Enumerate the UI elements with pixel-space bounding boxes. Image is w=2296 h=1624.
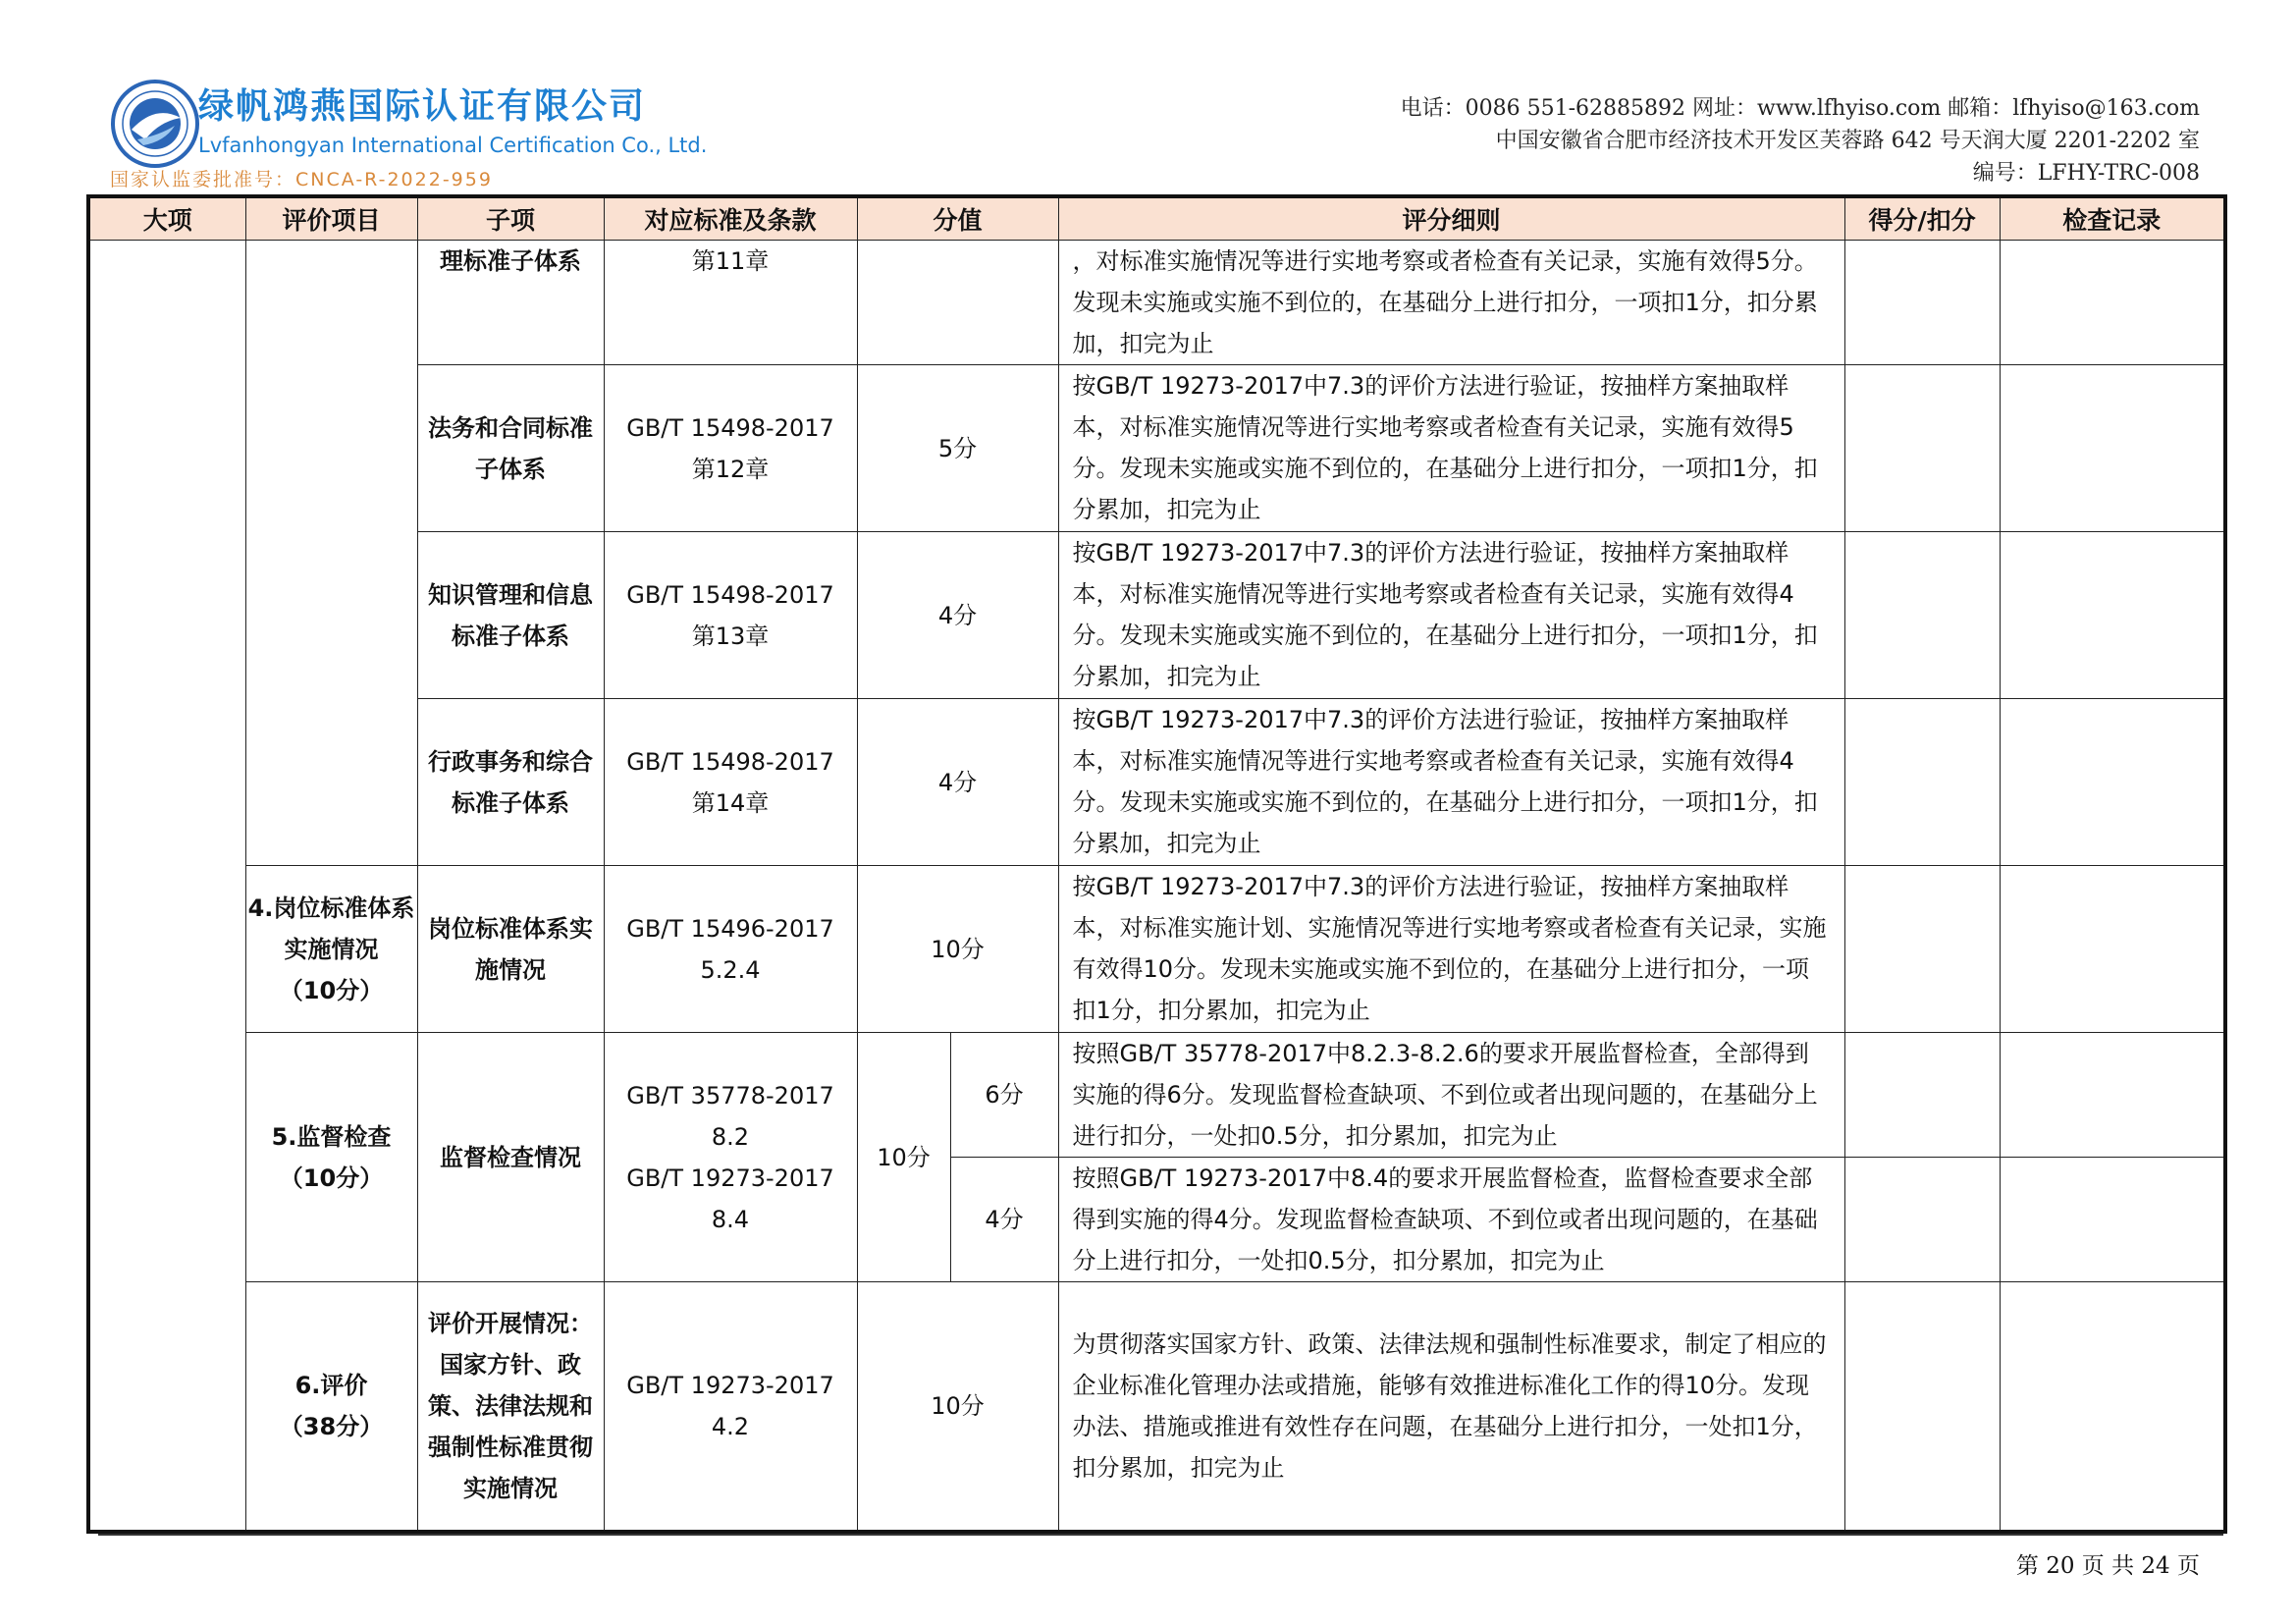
score-cell: 5分 [857,365,1058,532]
scoring-rule-cell: 按GB/T 19273-2017中7.3的评价方法进行验证，按抽样方案抽取样本，对标准实施计划、实施情况等进行实地考察或者检查有关记录，实施有效得10分。发现未实施或实施不到位的，在基础分上进行扣分，一项扣1分，扣分累加，扣完为止 [1058,866,1844,1033]
record-cell[interactable] [2000,866,2225,1033]
table-row [88,1282,2225,1532]
points-cell[interactable] [1844,1282,2000,1532]
standard-code: GB/T 15498-2017 [626,747,834,776]
standard-clause: 第13章 [691,622,770,650]
record-cell[interactable] [2000,1282,2225,1532]
points-cell[interactable] [1844,866,2000,1033]
standard-clause: 第12章 [691,455,770,483]
contact-info: 电话：0086 551-62885892 网址：www.lfhyiso.com 邮箱：lfhyiso@163.com [1400,96,2200,121]
standard-clause: 8.2 [711,1122,750,1151]
evaluation-item-score: （10分） [279,976,384,1004]
header-points: 得分/扣分 [1844,196,2000,241]
score-cell: 4分 [857,532,1058,699]
points-cell[interactable] [1844,365,2000,532]
category-cell [88,241,245,1532]
sub-item-cell: 行政事务和综合标准子体系 [417,699,604,866]
approval-number: 国家认监委批准号：CNCA-R-2022-959 [110,169,493,190]
table-row [88,866,2225,1033]
score-cell: 10分 [857,866,1058,1033]
evaluation-item-cell [245,1033,417,1282]
standard-code: GB/T 19273-2017 [626,1371,834,1399]
record-cell[interactable] [2000,241,2225,365]
standard-code: GB/T 15498-2017 [626,413,834,442]
header-score: 分值 [857,196,1058,241]
standard-cell [604,1282,857,1532]
points-cell[interactable] [1844,532,2000,699]
standard-cell [604,1033,857,1282]
header-standard-clause: 对应标准及条款 [604,196,857,241]
sub-item-cell: 监督检查情况 [417,1033,604,1282]
record-cell[interactable] [2000,532,2225,699]
evaluation-item-cell [245,866,417,1033]
standard-clause: 4.2 [711,1412,750,1440]
header-category: 大项 [88,196,245,241]
evaluation-item-cell [245,241,417,866]
record-cell[interactable] [2000,699,2225,866]
evaluation-item-cell [245,1282,417,1532]
header-inspection-record: 检查记录 [2000,196,2225,241]
subscore-cell: 4分 [950,1158,1058,1282]
standard-clause: 第14章 [691,788,770,817]
footer-divider [98,1534,2223,1536]
scoring-rule-cell: 按GB/T 19273-2017中7.3的评价方法进行验证，按抽样方案抽取样本，对标准实施情况等进行实地考察或者检查有关记录，实施有效得4分。发现未实施或实施不到位的，在基础分上进行扣分，一项扣1分，扣分累加，扣完为止 [1058,532,1844,699]
standard-code: GB/T 35778-2017 [626,1081,834,1110]
sub-item-cell: 理标准子体系 [417,241,604,365]
sub-item-cell: 知识管理和信息标准子体系 [417,532,604,699]
record-cell[interactable] [2000,365,2225,532]
subscore-cell: 6分 [950,1033,1058,1158]
points-cell[interactable] [1844,241,2000,365]
standard-cell [604,866,857,1033]
document-header [0,0,2296,191]
company-name-en: Lvfanhongyan International Certification Co., Ltd. [198,134,708,157]
scoring-table [86,194,2227,1534]
page-number: 第 20 页 共 24 页 [2015,1553,2200,1579]
scoring-rule-cell: 按GB/T 19273-2017中7.3的评价方法进行验证，按抽样方案抽取样本，对标准实施情况等进行实地考察或者检查有关记录，实施有效得4分。发现未实施或实施不到位的，在基础分上进行扣分，一项扣1分，扣分累加，扣完为止 [1058,699,1844,866]
record-cell[interactable] [2000,1158,2225,1282]
standard-code: GB/T 15498-2017 [626,580,834,609]
table-row [88,1033,2225,1158]
standard-code: GB/T 19273-2017 [626,1164,834,1192]
table-header-row [88,196,2225,241]
header-evaluation-item: 评价项目 [245,196,417,241]
scoring-rule-cell: ，对标准实施情况等进行实地考察或者检查有关记录，实施有效得5分。发现未实施或实施不到位的，在基础分上进行扣分，一项扣1分，扣分累加，扣完为止 [1058,241,1844,365]
scoring-rule-cell: 按照GB/T 19273-2017中8.4的要求开展监督检查，监督检查要求全部得到实施的得4分。发现监督检查缺项、不到位或者出现问题的，在基础分上进行扣分，一处扣0.5分，扣分累加，扣完为止 [1058,1158,1844,1282]
standard-clause: 5.2.4 [700,955,761,984]
header-scoring-rules: 评分细则 [1058,196,1844,241]
sub-item-cell: 法务和合同标准子体系 [417,365,604,532]
sub-item-cell: 岗位标准体系实施情况 [417,866,604,1033]
evaluation-item-title: 6.评价 [294,1371,368,1399]
points-cell[interactable] [1844,699,2000,866]
evaluation-item-score: （10分） [279,1164,384,1192]
standard-clause: 8.4 [711,1205,750,1233]
scoring-rule-cell: 按照GB/T 35778-2017中8.2.3-8.2.6的要求开展监督检查，全部得到实施的得6分。发现监督检查缺项、不到位或者出现问题的，在基础分上进行扣分，一处扣0.5分，扣分累加，扣完为止 [1058,1033,1844,1158]
scoring-rule-cell: 按GB/T 19273-2017中7.3的评价方法进行验证，按抽样方案抽取样本，对标准实施情况等进行实地考察或者检查有关记录，实施有效得5分。发现未实施或实施不到位的，在基础分上进行扣分，一项扣1分，扣分累加，扣完为止 [1058,365,1844,532]
document-number: 编号：LFHY-TRC-008 [1972,161,2200,186]
evaluation-item-title: 5.监督检查 [271,1122,392,1151]
sub-item-cell: 评价开展情况：国家方针、政策、法律法规和强制性标准贯彻实施情况 [417,1282,604,1532]
company-name-cn: 绿帆鸿燕国际认证有限公司 [198,86,647,127]
standard-code: GB/T 15496-2017 [626,914,834,943]
points-cell[interactable] [1844,1158,2000,1282]
score-cell [857,241,1058,365]
standard-cell [604,699,857,866]
record-cell[interactable] [2000,1033,2225,1158]
score-cell: 4分 [857,699,1058,866]
scoring-rule-cell: 为贯彻落实国家方针、政策、法律法规和强制性标准要求，制定了相应的企业标准化管理办法或措施，能够有效推进标准化工作的得10分。发现办法、措施或推进有效性存在问题，在基础分上进行扣分，一处扣1分，扣分累加，扣完为止 [1058,1282,1844,1532]
points-cell[interactable] [1844,1033,2000,1158]
standard-cell: 第11章 [604,241,857,365]
standard-cell [604,532,857,699]
score-cell: 10分 [857,1282,1058,1532]
evaluation-item-title: 4.岗位标准体系实施情况 [247,893,415,963]
company-logo-icon [110,79,200,169]
evaluation-item-score: （38分） [279,1412,384,1440]
table-row [88,241,2225,365]
header-sub-item: 子项 [417,196,604,241]
score-cell: 10分 [857,1033,950,1282]
standard-cell [604,365,857,532]
company-address: 中国安徽省合肥市经济技术开发区芙蓉路 642 号天润大厦 2201-2202 室 [1495,129,2200,153]
